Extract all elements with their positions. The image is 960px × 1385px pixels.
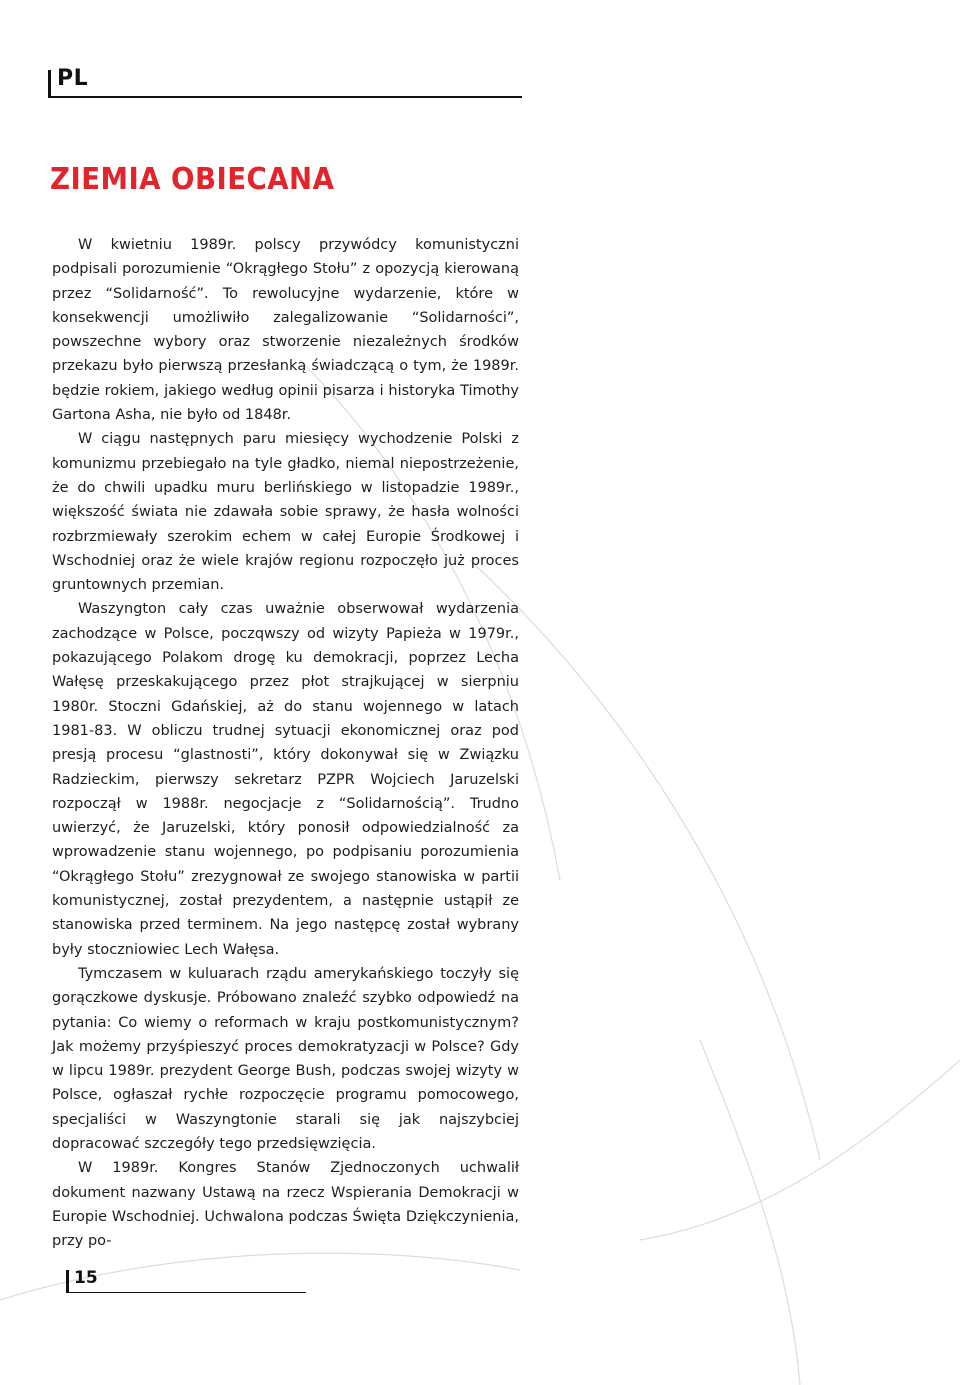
background-arc [640,1060,960,1240]
page-footer [66,1268,306,1293]
paragraph: Tymczasem w kuluarach rządu amerykańskiego toczyły się gorączkowe dyskusje. Próbowano znaleźć szybko odpowiedź na pytania: Co wiemy o reformach w kraju postkomunistycznym? Jak możemy przyśpieszyć proces demokratyzacji w Polsce? Gdy w lipcu 1989r. prezydent George Bush, podczas swojej wizyty w Polsce, ogłaszał rychłe rozpoczęcie programu pomocowego, specjaliści w Waszyngtonie starali się jak najszybciej dopracować szczegóły tego przedsięwzięcia. [52,965,519,1152]
paragraph: Waszyngton cały czas uważnie obserwował wydarzenia zachodzące w Polsce, poczqwszy od wizyty Papieża w 1979r., pokazującego Polakom drogę ku demokracji, poprzez Lecha Wałęsę przeskakującego przez płot strajkującej w sierpniu 1980r. Stoczni Gdańskiej, aż do stanu wojennego w latach 1981-83. W obliczu trudnej sytuacji ekonomicznej oraz pod presją procesu “glastnosti”, który dokonywał się w Związku Radzieckim, pierwszy sekretarz PZPR Wojciech Jaruzelski rozpoczął w 1988r. negocjacje z “Solidarnością”. Trudno uwierzyć, że Jaruzelski, który ponosił odpowiedzialność za wprowadzenie stanu wojennego, po podpisaniu porozumienia “Okrągłego Stołu” zrezygnował ze swojego stanowiska w partii komunistycznej, został prezydentem, a następnie ustąpił ze stanowiska przed terminem. Na jego następcę został wybrany były stoczniowiec Lech Wałęsa. [52,601,519,958]
paragraph: W ciągu następnych paru miesięcy wychodzenie Polski z komunizmu przebiegało na tyle gładko, niemal niepostrzeżenie, że do chwili upadku muru berlińskiego w listopadzie 1989r., większość świata nie zdawała sobie sprawy, że hasła wolności rozbrzmiewały szerokim echem w całej Europie Środkowej i Wschodniej oraz że wiele krajów regionu rozpoczęło już proces gruntownych przemian. [52,431,519,594]
page-number: 15 [74,1268,98,1288]
paragraph: W 1989r. Kongres Stanów Zjednoczonych uchwalił dokument nazwany Ustawą na rzecz Wspierania Demokracji w Europie Wschodniej. Uchwalona podczas Święta Dziękczynienia, przy po- [52,1160,519,1250]
language-header [48,64,522,98]
paragraph: W kwietniu 1989r. polscy przywódcy komunistyczni podpisali porozumienie “Okrągłego Stołu” z opozycją kierowaną przez “Solidarność”. To rewolucyjne wydarzenie, które w konsekwencji umożliwiło zalegalizowanie “Solidarności”, powszechne wybory oraz stworzenie niezależnych środków przekazu było pierwszą przesłanką świadczącą o tym, że 1989r. będzie rokiem, jakiego według opinii pisarza i historyka Timothy Gartona Asha, nie było od 1848r. [52,237,519,424]
article-title: ZIEMIA OBIECANA [50,162,335,197]
language-code: PL [57,66,89,91]
background-arc [470,560,820,1160]
header-marker [48,70,51,96]
footer-marker [66,1270,69,1292]
article-body [52,233,519,1253]
background-arc [700,1040,800,1385]
